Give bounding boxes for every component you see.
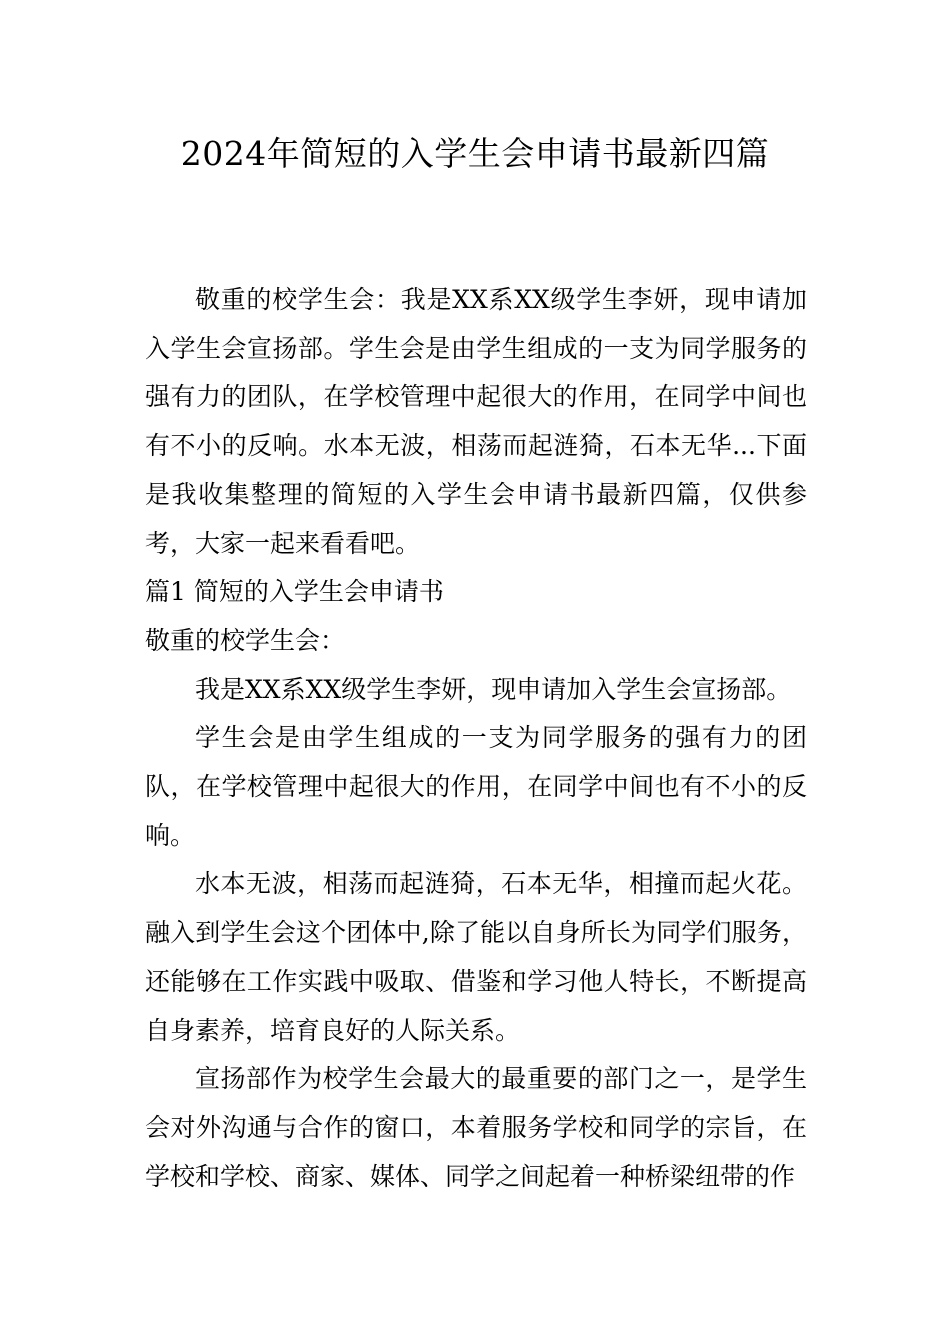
intro-paragraph: 敬重的校学生会：我是XX系XX级学生李妍，现申请加入学生会宣扬部。学生会是由学生组成的一支为同学服务的强有力的团队，在学校管理中起很大的作用，在同学中间也有不小的反响。水本无波，相荡而起涟猗，石本无华...下面是我收集整理的简短的入学生会申请书最新四篇，仅供参考，大家一起来看看吧。 [145, 285, 807, 558]
document-body [145, 276, 807, 1201]
body-paragraph: 宣扬部作为校学生会最大的最重要的部门之一，是学生会对外沟通与合作的窗口，本着服务学校和同学的宗旨，在学校和学校、商家、媒体、同学之间起着一种桥梁纽带的作 [145, 1064, 807, 1191]
salutation: 敬重的校学生会： [145, 625, 346, 655]
section-heading: 篇1 简短的入学生会申请书 [145, 577, 444, 607]
body-paragraph: 水本无波，相荡而起涟猗，石本无华，相撞而起火花。融入到学生会这个团体中,除了能以自身所长为同学们服务，还能够在工作实践中吸取、借鉴和学习他人特长，不断提高自身素养，培育良好的人际关系。 [145, 869, 807, 1045]
body-paragraph: 学生会是由学生组成的一支为同学服务的强有力的团队，在学校管理中起很大的作用，在同学中间也有不小的反响。 [145, 723, 807, 850]
body-paragraph: 我是XX系XX级学生李妍，现申请加入学生会宣扬部。 [195, 674, 792, 704]
document-title: 2024年简短的入学生会申请书最新四篇 [180, 134, 770, 173]
